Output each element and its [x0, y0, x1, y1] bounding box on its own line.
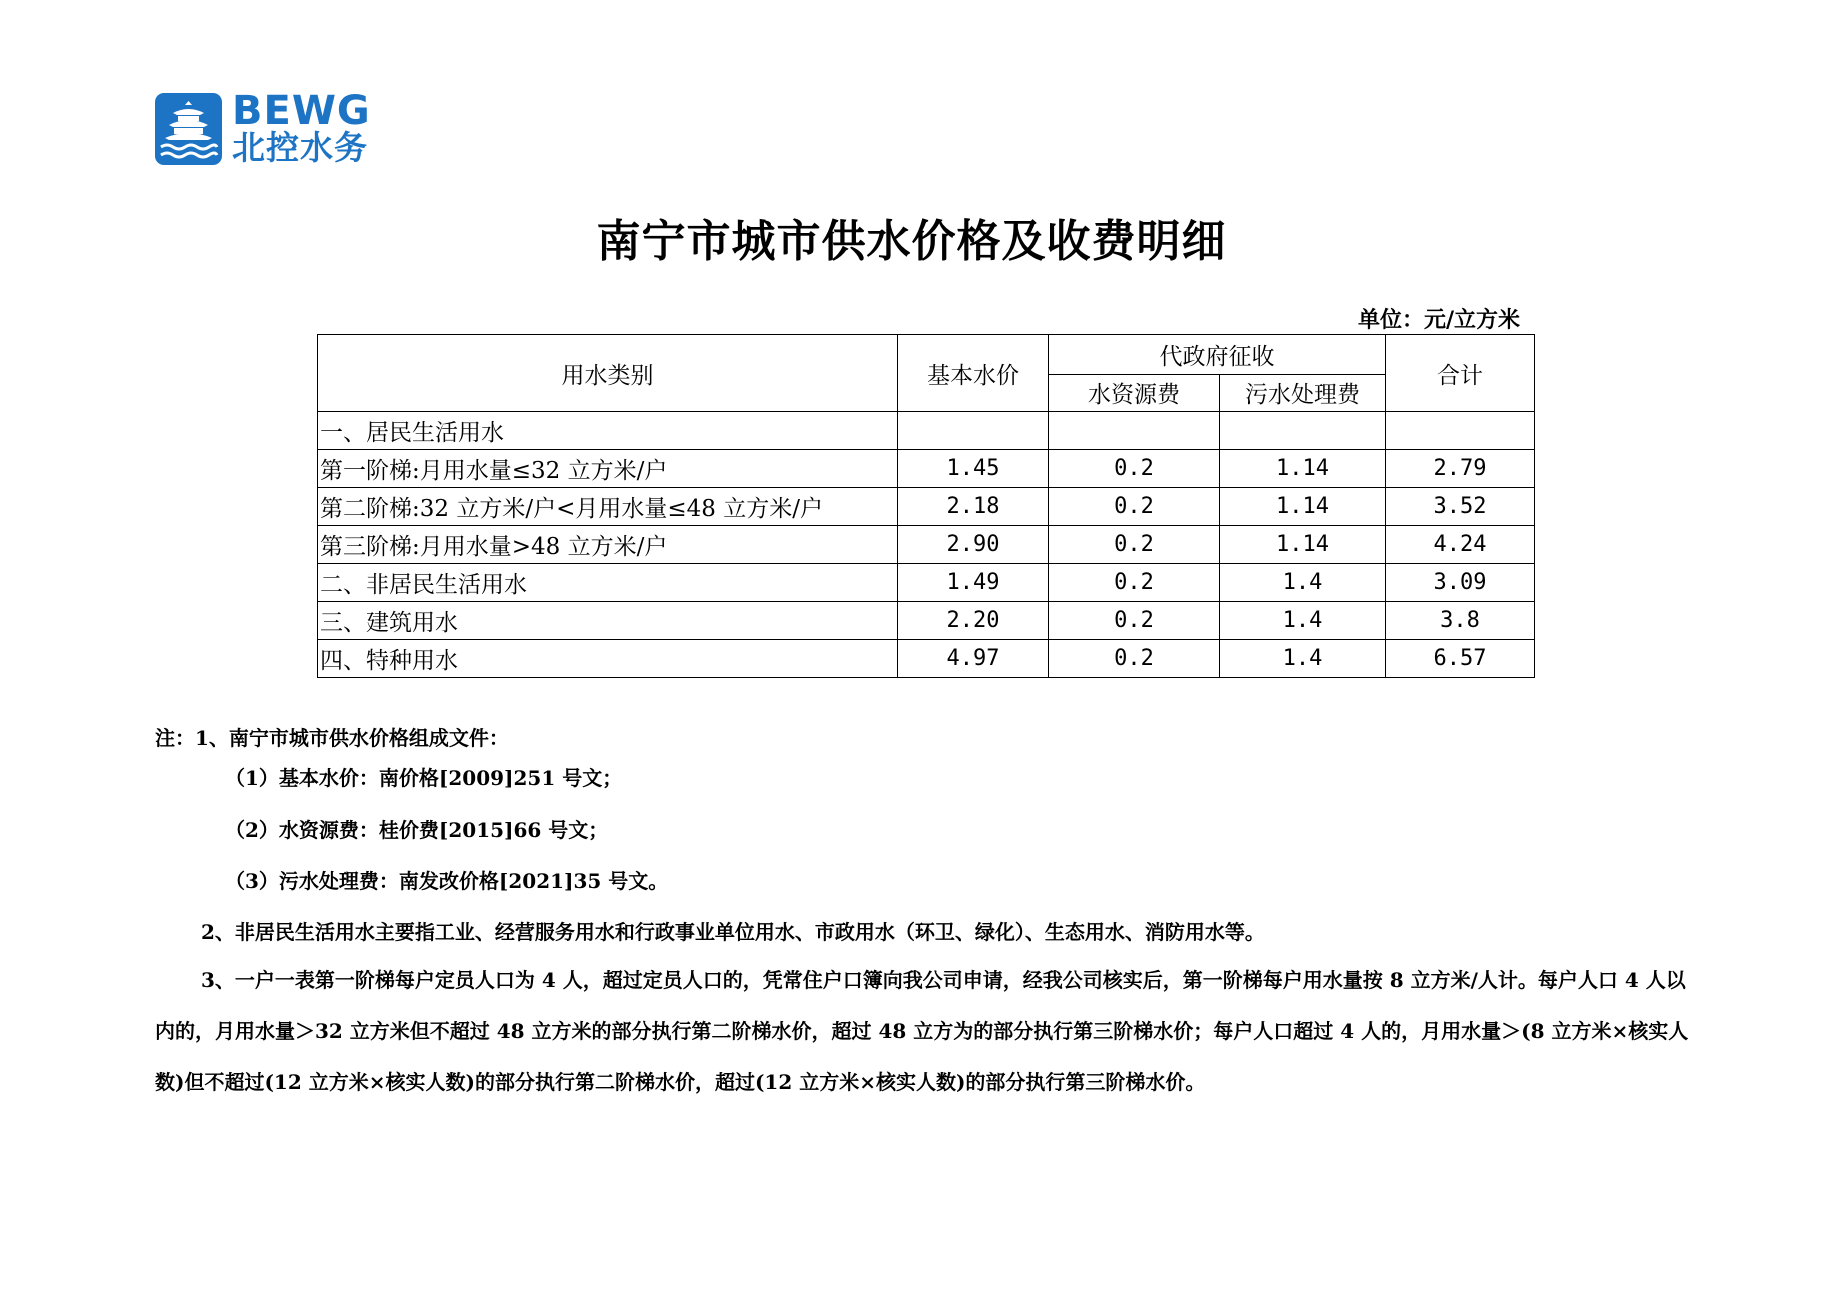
header-category: 用水类别 — [318, 335, 898, 412]
logo-brand-en: BEWG — [232, 88, 371, 134]
row-total: 3.8 — [1386, 602, 1535, 640]
row-sewage: 1.4 — [1220, 564, 1386, 602]
row-water-resource: 0.2 — [1049, 450, 1220, 488]
row-base-price — [898, 412, 1049, 450]
header-total: 合计 — [1386, 335, 1535, 412]
unit-label: 单位：元/立方米 — [1357, 307, 1520, 333]
table-row — [318, 412, 1535, 450]
note-1-resource: （2）水资源费：桂价费[2015]66 号文； — [225, 818, 609, 842]
company-logo — [155, 88, 385, 167]
row-total — [1386, 412, 1535, 450]
row-sewage: 1.14 — [1220, 450, 1386, 488]
note-1-sewage: （3）污水处理费：南发改价格[2021]35 号文。 — [225, 869, 669, 893]
note-3: 3、一户一表第一阶梯每户定员人口为 4 人，超过定员人口的，凭常住户口簿向我公司申请，经我公司核实后，第一阶梯每户用水量按 8 立方米/人计。每户人口 4 人以内的，月用水量＞32 立方米但不超过 48 立方米的部分执行第二阶梯水价，超过 48 立方为的部分执行第三阶梯水价；每户人口超过 4 人的，月用水量＞(8 立方米×核实人数)但不超过(12 立方米×核实人数)的部分执行第二阶梯水价，超过(12 立方米×核实人数)的部分执行第三阶梯水价。 — [155, 968, 1689, 1094]
row-base-price: 2.20 — [898, 602, 1049, 640]
note-2: 2、非居民生活用水主要指工业、经营服务用水和行政事业单位用水、市政用水（环卫、绿化）、生态用水、消防用水等。 — [201, 920, 1265, 944]
table-row — [318, 640, 1535, 678]
price-table — [317, 334, 1535, 678]
row-water-resource: 0.2 — [1049, 564, 1220, 602]
row-total: 2.79 — [1386, 450, 1535, 488]
row-category: 第三阶梯:月用水量>48 立方米/户 — [318, 526, 898, 564]
row-category: 三、建筑用水 — [318, 602, 898, 640]
note-1: 注：1、南宁市城市供水价格组成文件： — [155, 726, 509, 750]
row-sewage: 1.4 — [1220, 640, 1386, 678]
header-water-resource: 水资源费 — [1049, 374, 1220, 412]
row-total: 3.52 — [1386, 488, 1535, 526]
row-category: 一、居民生活用水 — [318, 412, 898, 450]
logo-brand-cn: 北控水务 — [232, 128, 368, 167]
header-base-price: 基本水价 — [898, 335, 1049, 412]
row-category: 四、特种用水 — [318, 640, 898, 678]
row-water-resource: 0.2 — [1049, 602, 1220, 640]
row-base-price: 1.45 — [898, 450, 1049, 488]
row-base-price: 4.97 — [898, 640, 1049, 678]
row-sewage — [1220, 412, 1386, 450]
note-1-base: （1）基本水价：南价格[2009]251 号文； — [225, 766, 623, 790]
page-title: 南宁市城市供水价格及收费明细 — [596, 216, 1227, 267]
header-sewage: 污水处理费 — [1220, 374, 1386, 412]
row-water-resource — [1049, 412, 1220, 450]
row-sewage: 1.14 — [1220, 526, 1386, 564]
row-base-price: 2.90 — [898, 526, 1049, 564]
row-base-price: 1.49 — [898, 564, 1049, 602]
row-water-resource: 0.2 — [1049, 640, 1220, 678]
row-total: 3.09 — [1386, 564, 1535, 602]
row-sewage: 1.14 — [1220, 488, 1386, 526]
row-water-resource: 0.2 — [1049, 488, 1220, 526]
row-water-resource: 0.2 — [1049, 526, 1220, 564]
table-row — [318, 450, 1535, 488]
row-category: 第一阶梯:月用水量≤32 立方米/户 — [318, 450, 898, 488]
table-row — [318, 526, 1535, 564]
header-gov-collect: 代政府征收 — [1049, 335, 1386, 375]
row-sewage: 1.4 — [1220, 602, 1386, 640]
row-total: 6.57 — [1386, 640, 1535, 678]
row-total: 4.24 — [1386, 526, 1535, 564]
row-category: 第二阶梯:32 立方米/户<月用水量≤48 立方米/户 — [318, 488, 898, 526]
temple-wave-icon — [155, 93, 222, 165]
table-row — [318, 564, 1535, 602]
table-row — [318, 602, 1535, 640]
row-base-price: 2.18 — [898, 488, 1049, 526]
row-category: 二、非居民生活用水 — [318, 564, 898, 602]
table-row — [318, 488, 1535, 526]
